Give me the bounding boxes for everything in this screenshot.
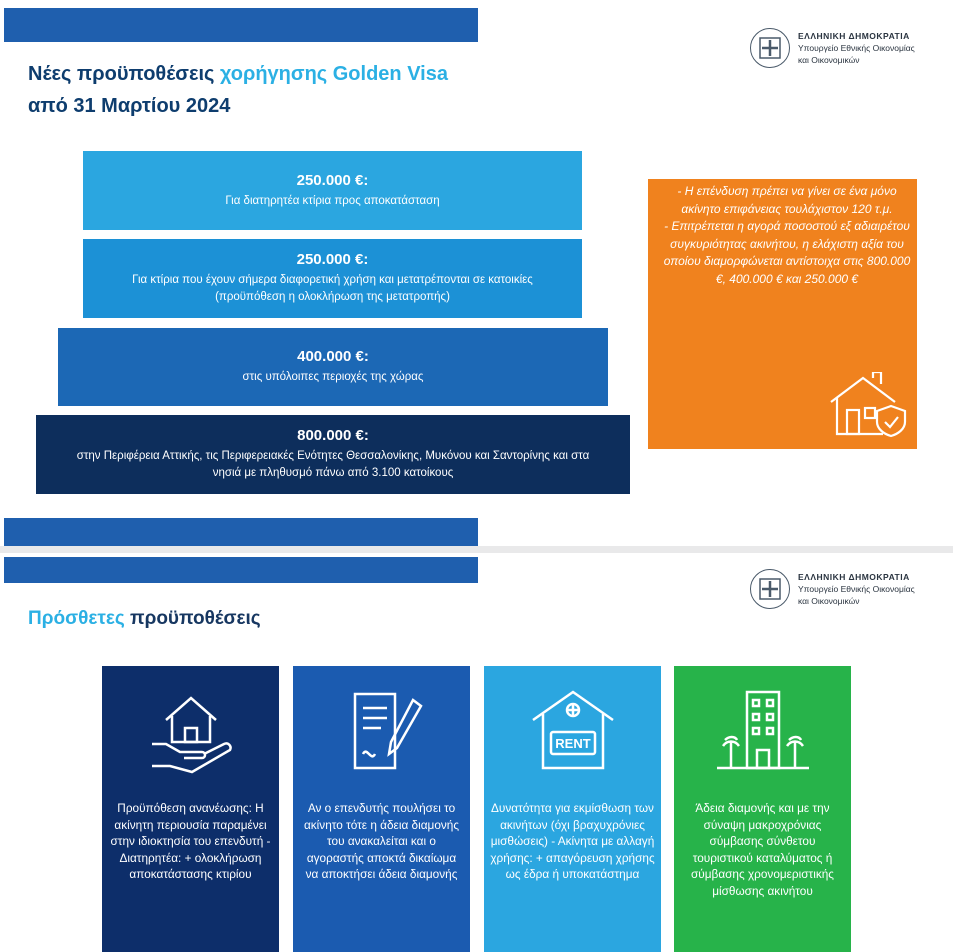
tier-amount: 250.000 €: [296, 171, 369, 189]
tier-block-attica-islands [36, 415, 630, 494]
tier-block-restoration [83, 151, 582, 230]
conditions-note-box [648, 179, 917, 449]
rent-house-icon [484, 684, 661, 784]
ministry-name-line2: και Οικονομικών [798, 55, 860, 65]
tier-amount: 800.000 €: [297, 427, 369, 444]
slide-additional-conditions [0, 553, 953, 952]
top-accent-bar [4, 557, 478, 583]
title-line2: από 31 Μαρτίου 2024 [28, 95, 231, 117]
tier-description: στην Περιφέρεια Αττικής, τις Περιφερειακές Ενότητες Θεσσαλονίκης, Μυκόνου και Σαντορίνης και στα νησιά με πληθυσμό πάνω από 3.100 κατοίκους [76, 450, 590, 479]
note-co-ownership: - Επιτρέπεται η αγορά ποσοστού εξ αδιαιρέτου συγκυριότητας ακινήτου, η ελάχιστη αξία του οποίου διαμορφώνεται αντίστοιχα στις 800.000 €, 400.000 € και 250.000 € [663, 219, 911, 286]
house-in-hand-icon [102, 684, 279, 784]
tier-block-other-areas [58, 328, 608, 406]
tier-description: Για κτίρια που έχουν σήμερα διαφορετική χρήση και μετατρέπονται σε κατοικίες (προϋπόθεση η ολοκλήρωση της μετατροπής) [132, 274, 533, 303]
tier-amount: 250.000 €: [296, 251, 369, 268]
ministry-name-line1: Υπουργείο Εθνικής Οικονομίας [798, 584, 915, 594]
title-part1: Νέες προϋποθέσεις [28, 63, 220, 85]
ministry-logo [750, 569, 915, 609]
greek-emblem-icon [750, 28, 790, 68]
contract-pen-icon [293, 684, 470, 784]
note-area-requirement: - Η επένδυση πρέπει να γίνει σε ένα μόνο ακίνητο επιφάνειας τουλάχιστον 120 τ.μ. [677, 184, 897, 216]
rent-sign-label: RENT [554, 736, 591, 751]
page-title [28, 58, 448, 122]
ministry-name-line1: Υπουργείο Εθνικής Οικονομίας [798, 43, 915, 53]
condition-card-tourism [674, 666, 851, 952]
greek-emblem-icon [750, 569, 790, 609]
section-title [28, 608, 261, 630]
condition-card-rental [484, 666, 661, 952]
ministry-republic-label: ΕΛΛΗΝΙΚΗ ΔΗΜΟΚΡΑΤΙΑ [798, 31, 910, 41]
top-accent-bar [4, 8, 478, 42]
tier-amount: 400.000 €: [297, 348, 369, 365]
card-text: Δυνατότητα για εκμίσθωση των ακινήτων (όχι βραχυχρόνιες μισθώσεις) - Ακίνητα με αλλαγή χρήσης: + απαγόρευση χρήσης ως έδρα ή υποκατάστημα [490, 801, 655, 881]
house-shield-icon [825, 372, 909, 443]
condition-card-renewal [102, 666, 279, 952]
section-title-accent: Πρόσθετες [28, 608, 125, 629]
section-title-rest: προϋποθέσεις [124, 608, 261, 629]
card-text: Άδεια διαμονής και με την σύναψη μακροχρόνιας σύμβασης σύνθετου τουριστικού καταλύματος ή σύμβασης χρονομεριστικής μίσθωσης ακινήτου [691, 801, 834, 898]
ministry-logo [750, 28, 915, 68]
ministry-republic-label: ΕΛΛΗΝΙΚΗ ΔΗΜΟΚΡΑΤΙΑ [798, 572, 910, 582]
card-text: Αν ο επενδυτής πουλήσει το ακίνητο τότε η άδεια διαμονής του ανακαλείται και ο αγοραστής αποκτά δικαίωμα να αποκτήσει άδεια διαμονής [303, 801, 460, 881]
card-text: Προϋπόθεση ανανέωσης: Η ακίνητη περιουσία παραμένει στην ιδιοκτησία του επενδυτή - Διατηρητέα: + ολοκλήρωση αποκατάστασης κτιρίου [110, 801, 271, 881]
condition-card-sale [293, 666, 470, 952]
ministry-name-line2: και Οικονομικών [798, 596, 860, 606]
tier-block-conversion [83, 239, 582, 318]
tier-description: στις υπόλοιπες περιοχές της χώρας [242, 371, 424, 383]
bottom-accent-bar [4, 518, 478, 546]
hotel-building-icon [674, 684, 851, 784]
tier-description: Για διατηρητέα κτίρια προς αποκατάσταση [225, 194, 440, 207]
title-accent: χορήγησης Golden Visa [219, 63, 448, 85]
